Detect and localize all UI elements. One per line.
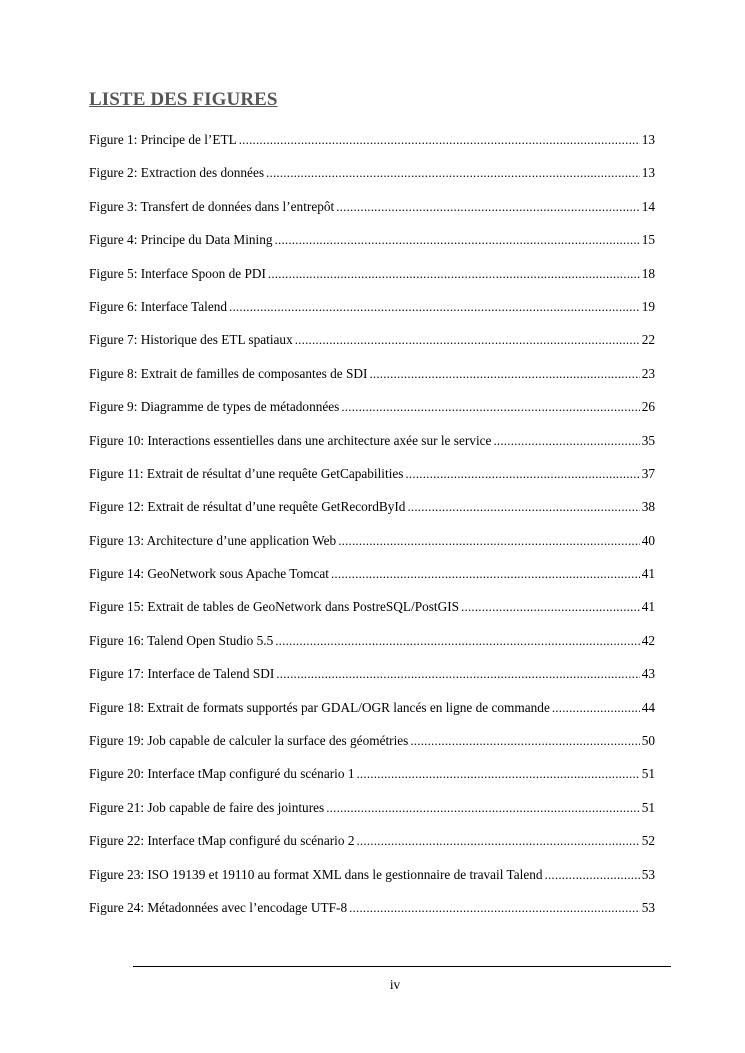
dot-leader: [349, 898, 640, 917]
dot-leader: [341, 397, 639, 416]
figure-entry-13[interactable]: [89, 531, 655, 564]
dot-leader: [331, 564, 640, 583]
dot-leader: [268, 264, 640, 283]
figure-label: Figure 20: Interface tMap configuré du scénario 1: [89, 766, 355, 782]
figure-entry-14[interactable]: [89, 564, 655, 597]
figure-label: Figure 24: Métadonnées avec l’encodage UTF-8: [89, 899, 348, 915]
figure-label: Figure 15: Extrait de tables de GeoNetwork dans PostreSQL/PostGIS: [89, 599, 460, 615]
figure-entry-19[interactable]: [89, 731, 655, 764]
dot-leader: [461, 597, 640, 616]
figure-page-number: 41: [641, 599, 655, 615]
page-title: LISTE DES FIGURES: [89, 89, 278, 110]
figure-entry-17[interactable]: [89, 664, 655, 697]
dot-leader: [552, 698, 640, 717]
figure-entry-21[interactable]: [89, 798, 655, 831]
figure-list: [89, 130, 655, 931]
figure-page-number: 13: [641, 165, 655, 181]
figure-page-number: 51: [641, 799, 655, 815]
figure-entry-7[interactable]: [89, 330, 655, 363]
figure-label: Figure 8: Extrait de familles de composantes de SDI: [89, 365, 368, 381]
dot-leader: [336, 197, 639, 216]
figure-page-number: 53: [641, 866, 655, 882]
dot-leader: [545, 865, 640, 884]
figure-entry-10[interactable]: [89, 431, 655, 464]
figure-entry-5[interactable]: [89, 264, 655, 297]
footer-page-number: iv: [389, 977, 401, 992]
figure-entry-9[interactable]: [89, 397, 655, 430]
figure-page-number: 35: [641, 432, 655, 448]
dot-leader: [239, 130, 640, 149]
figure-label: Figure 5: Interface Spoon de PDI: [89, 265, 266, 281]
figure-entry-6[interactable]: [89, 297, 655, 330]
figure-entry-24[interactable]: [89, 898, 655, 931]
figure-label: Figure 13: Architecture d’une application Web: [89, 532, 337, 548]
figure-page-number: 41: [641, 566, 655, 582]
figure-label: Figure 1: Principe de l’ETL: [89, 132, 237, 147]
figure-entry-1[interactable]: [89, 130, 655, 163]
figure-label: Figure 7: Historique des ETL spatiaux: [89, 332, 293, 348]
figure-page-number: 53: [641, 899, 655, 915]
dot-leader: [266, 163, 640, 182]
dot-leader: [275, 631, 639, 650]
figure-entry-18[interactable]: [89, 698, 655, 731]
figure-page-number: 42: [641, 632, 655, 648]
figure-entry-15[interactable]: [89, 597, 655, 630]
dot-leader: [275, 230, 640, 249]
figure-page-number: 18: [641, 265, 655, 281]
figure-page-number: 19: [641, 298, 655, 314]
figure-page-number: 50: [641, 733, 655, 749]
figure-page-number: 26: [641, 399, 655, 415]
figure-label: Figure 14: GeoNetwork sous Apache Tomcat: [89, 566, 329, 582]
figure-label: Figure 3: Transfert de données dans l’entrepôt: [89, 198, 335, 214]
figure-entry-16[interactable]: [89, 631, 655, 664]
figure-page-number: 15: [641, 232, 655, 248]
dot-leader: [326, 798, 639, 817]
figure-label: Figure 9: Diagramme de types de métadonnées: [89, 399, 340, 415]
figure-page-number: 38: [641, 499, 655, 515]
dot-leader: [405, 464, 639, 483]
figure-label: Figure 4: Principe du Data Mining: [89, 232, 273, 248]
dot-leader: [356, 764, 639, 783]
figure-label: Figure 2: Extraction des données: [89, 165, 265, 181]
figure-label: Figure 17: Interface de Talend SDI: [89, 666, 275, 682]
figure-page-number: 43: [641, 666, 655, 682]
figure-entry-4[interactable]: [89, 230, 655, 263]
dot-leader: [356, 831, 639, 850]
dot-leader: [369, 364, 639, 383]
figure-label: Figure 19: Job capable de calculer la surface des géométries: [89, 733, 409, 749]
figure-label: Figure 16: Talend Open Studio 5.5: [89, 632, 274, 648]
figure-label: Figure 11: Extrait de résultat d’une requête GetCapabilities: [89, 465, 404, 481]
figure-entry-2[interactable]: [89, 163, 655, 196]
figure-entry-12[interactable]: [89, 497, 655, 530]
dot-leader: [229, 297, 640, 316]
dot-leader: [407, 497, 639, 516]
dot-leader: [276, 664, 639, 683]
figure-label: Figure 22: Interface tMap configuré du scénario 2: [89, 833, 355, 849]
figure-entry-22[interactable]: [89, 831, 655, 864]
figure-label: Figure 21: Job capable de faire des jointures: [89, 799, 325, 815]
figure-label: Figure 23: ISO 19139 et 19110 au format XML dans le gestionnaire de travail Talend: [89, 866, 543, 882]
figure-label: Figure 18: Extrait de formats supportés par GDAL/OGR lancés en ligne de commande: [89, 699, 550, 715]
dot-leader: [410, 731, 639, 750]
dot-leader: [493, 431, 639, 450]
dot-leader: [295, 330, 640, 349]
figure-label: Figure 6: Interface Talend: [89, 298, 228, 314]
figure-entry-3[interactable]: [89, 197, 655, 230]
figure-page-number: 37: [641, 465, 655, 481]
figure-page-number: 13: [641, 132, 655, 147]
figure-page-number: 52: [641, 833, 655, 849]
figure-entry-8[interactable]: [89, 364, 655, 397]
figure-label: Figure 12: Extrait de résultat d’une requête GetRecordById: [89, 499, 406, 515]
dot-leader: [338, 531, 640, 550]
figure-page-number: 22: [641, 332, 655, 348]
figure-page-number: 44: [641, 699, 655, 715]
figure-page-number: 51: [641, 766, 655, 782]
figure-entry-23[interactable]: [89, 865, 655, 898]
figure-entry-11[interactable]: [89, 464, 655, 497]
figure-page-number: 40: [641, 532, 655, 548]
figure-label: Figure 10: Interactions essentielles dans une architecture axée sur le service: [89, 432, 492, 448]
figure-page-number: 14: [641, 198, 655, 214]
figure-entry-20[interactable]: [89, 764, 655, 797]
footer-divider: [133, 966, 671, 967]
figure-page-number: 23: [641, 365, 655, 381]
